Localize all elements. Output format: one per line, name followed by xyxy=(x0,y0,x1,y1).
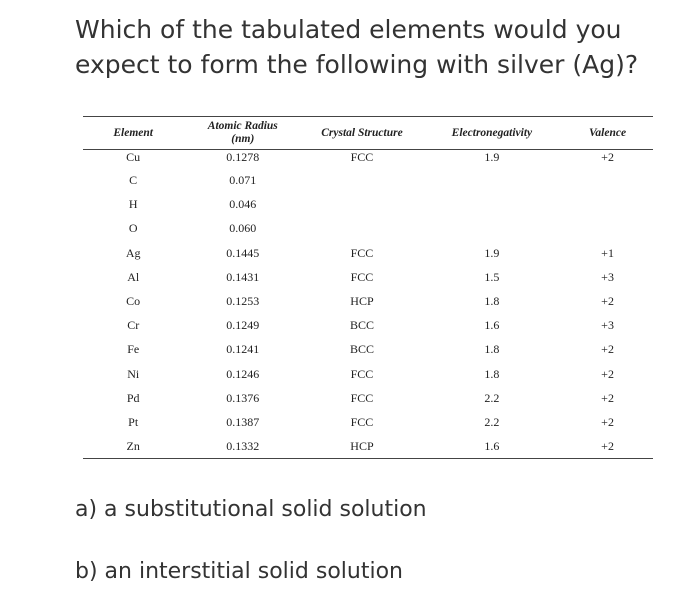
header-atomic-radius xyxy=(183,117,302,150)
cell-electronegativity: 1.6 xyxy=(484,318,500,333)
cell-element: Zn xyxy=(126,439,140,454)
cell-atomic-radius: 0.060 xyxy=(229,221,257,236)
cell-element: Cr xyxy=(127,318,140,333)
part-a-text: a) a substitutional solid solution xyxy=(75,497,427,522)
table-row xyxy=(83,434,653,459)
cell-electronegativity: 1.9 xyxy=(484,245,500,260)
table-row xyxy=(83,241,653,265)
cell-crystal-structure: FCC xyxy=(350,390,374,405)
cell-atomic-radius: 0.1249 xyxy=(226,318,260,333)
cell-element: C xyxy=(129,173,138,188)
cell-valence: +2 xyxy=(601,294,614,309)
question-line-1: Which of the tabulated elements would you xyxy=(75,15,622,44)
header-electronegativity: Electronegativity xyxy=(451,126,533,139)
cell-electronegativity: 1.8 xyxy=(484,294,500,309)
cell-element: Al xyxy=(127,269,140,284)
cell-crystal-structure: BCC xyxy=(349,318,374,333)
table-row xyxy=(83,216,653,240)
cell-element: Cu xyxy=(126,150,141,164)
table-row xyxy=(83,313,653,337)
cell-atomic-radius: 0.1376 xyxy=(226,390,260,405)
cell-atomic-radius: 0.046 xyxy=(229,197,257,212)
cell-element: O xyxy=(128,221,138,236)
cell-element: Co xyxy=(126,294,141,309)
cell-crystal-structure: FCC xyxy=(350,366,374,381)
cell-crystal-structure: FCC xyxy=(350,245,374,260)
cell-crystal-structure: HCP xyxy=(350,439,374,454)
table-row xyxy=(83,150,653,169)
cell-electronegativity: 1.9 xyxy=(484,150,500,164)
cell-valence xyxy=(562,168,653,192)
cell-crystal-structure: HCP xyxy=(350,294,374,309)
element-properties-table-container xyxy=(83,116,653,459)
cell-atomic-radius: 0.1332 xyxy=(226,439,260,454)
cell-crystal-structure: FCC xyxy=(350,150,374,164)
cell-valence: +2 xyxy=(601,390,614,405)
cell-element: Pd xyxy=(126,390,140,405)
cell-crystal-structure: BCC xyxy=(349,342,374,357)
cell-valence xyxy=(562,192,653,216)
cell-electronegativity: 2.2 xyxy=(484,414,500,429)
header-valence: Valence xyxy=(589,126,627,139)
cell-electronegativity xyxy=(422,192,562,216)
cell-crystal-structure: FCC xyxy=(350,269,374,284)
cell-electronegativity: 1.6 xyxy=(484,439,500,454)
cell-valence xyxy=(562,216,653,240)
header-row xyxy=(83,117,653,150)
cell-atomic-radius: 0.1445 xyxy=(226,245,260,260)
cell-crystal-structure xyxy=(302,192,421,216)
cell-electronegativity xyxy=(422,168,562,192)
question-text xyxy=(75,12,675,82)
table-header xyxy=(83,117,653,150)
table-row xyxy=(83,192,653,216)
cell-valence: +3 xyxy=(601,269,614,284)
cell-valence: +2 xyxy=(601,150,614,164)
table-row xyxy=(83,289,653,313)
header-atomic-radius-line-1: Atomic Radius xyxy=(207,120,278,132)
cell-atomic-radius: 0.1253 xyxy=(226,294,260,309)
cell-valence: +2 xyxy=(601,342,614,357)
cell-atomic-radius: 0.1246 xyxy=(226,366,260,381)
table-row xyxy=(83,168,653,192)
cell-crystal-structure xyxy=(302,168,421,192)
cell-atomic-radius: 0.071 xyxy=(229,173,257,188)
cell-element: Pt xyxy=(128,414,139,429)
cell-valence: +3 xyxy=(601,318,614,333)
cell-electronegativity xyxy=(422,216,562,240)
part-b-text: b) an interstitial solid solution xyxy=(75,559,403,584)
cell-valence: +2 xyxy=(601,439,614,454)
element-properties-table xyxy=(83,116,653,459)
cell-crystal-structure xyxy=(302,216,421,240)
cell-crystal-structure: FCC xyxy=(350,414,374,429)
cell-element: Ag xyxy=(125,245,141,260)
cell-atomic-radius: 0.1241 xyxy=(226,342,260,357)
table-row xyxy=(83,337,653,361)
cell-electronegativity: 1.5 xyxy=(484,269,500,284)
table-row xyxy=(83,386,653,410)
header-crystal-structure: Crystal Structure xyxy=(321,126,403,139)
cell-element: Ni xyxy=(127,366,140,381)
cell-electronegativity: 1.8 xyxy=(484,342,500,357)
question-line-2: expect to form the following with silver (Ag)? xyxy=(75,50,639,79)
cell-element: Fe xyxy=(127,342,140,357)
cell-atomic-radius: 0.1431 xyxy=(226,269,260,284)
cell-valence: +2 xyxy=(601,414,614,429)
table-row xyxy=(83,265,653,289)
table-row xyxy=(83,410,653,434)
table-body xyxy=(83,150,653,459)
cell-valence: +1 xyxy=(601,245,614,260)
cell-atomic-radius: 0.1387 xyxy=(226,414,260,429)
header-element: Element xyxy=(113,126,153,139)
table-row xyxy=(83,362,653,386)
cell-electronegativity: 1.8 xyxy=(484,366,500,381)
cell-element: H xyxy=(128,197,138,212)
cell-atomic-radius: 0.1278 xyxy=(226,150,260,164)
cell-valence: +2 xyxy=(601,366,614,381)
cell-electronegativity: 2.2 xyxy=(484,390,500,405)
header-atomic-radius-line-2: (nm) xyxy=(231,133,255,145)
